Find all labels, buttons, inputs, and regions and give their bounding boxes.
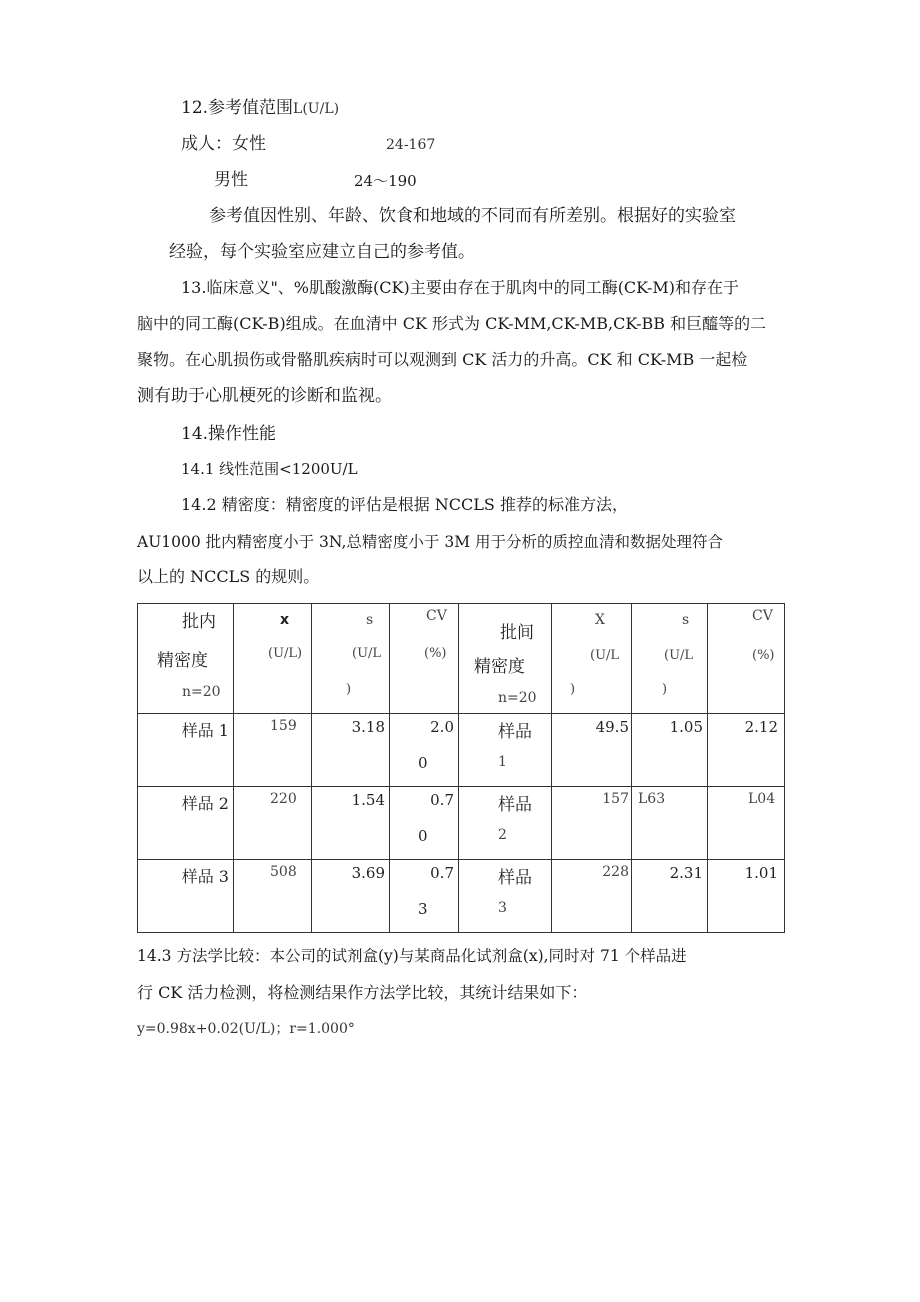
x-between-value: 157 [602, 791, 629, 807]
header-s-between [632, 604, 708, 714]
reference-note-line-1: 参考值因性别、年龄、饮食和地域的不同而有所差别。根据好的实验室 [209, 206, 736, 226]
between-run-label: 批间 [500, 623, 534, 643]
section-14-2-line-3: 以上的 NCCLS 的规则。 [137, 567, 320, 586]
table-row [138, 714, 785, 787]
cv-within-unit: (%) [424, 646, 447, 661]
section-13-line-2: 脑中的同工酶(CK-B)组成。在血清中 CK 形式为 CK-MM,CK-MB,CK-BB 和巨醯等的二 [137, 314, 767, 333]
header-cv-within [390, 604, 459, 714]
x-within-value: 220 [270, 791, 297, 807]
precision-table [137, 603, 785, 933]
header-within-run [138, 604, 234, 714]
header-s-within [312, 604, 390, 714]
s-between-value: L63 [638, 791, 666, 807]
regression-equation: y=0.98x+0.02(U/L)；r=1.000° [137, 1021, 355, 1037]
within-precision-label: 精密度 [157, 651, 208, 671]
cv-between-value: 2.12 [744, 718, 778, 736]
section-14-1-linearity: 14.1 线性范围<1200U/L [181, 460, 358, 478]
cv-between-symbol: CV [752, 608, 773, 624]
s-between-value: 2.31 [669, 864, 703, 882]
adult-female-label: 成人：女性 [181, 134, 266, 154]
section-14-3-line-1: 14.3 方法学比较：本公司的试剂盒(y)与某商品化试剂盒(x),同时对 71 个样品进 [137, 947, 687, 965]
table-row [138, 860, 785, 933]
s-between-unit-b: ) [662, 682, 668, 697]
cv-between-value: L04 [748, 791, 776, 807]
x-within-unit: (U/L) [268, 646, 303, 661]
reference-note-line-2: 经验，每个实验室应建立自己的参考值。 [169, 242, 475, 262]
cv-within-value: 0.7 [430, 791, 454, 809]
section-12-heading [181, 98, 339, 119]
table-row [138, 787, 785, 860]
female-range: 24-167 [386, 137, 436, 153]
s-within-value: 3.18 [351, 718, 385, 736]
x-within-symbol: x [280, 612, 290, 628]
section-13-line-3: 聚物。在心肌损伤或骨骼肌疾病时可以观测到 CK 活力的升高。CK 和 CK-MB 一起检 [137, 350, 748, 369]
header-between-run [459, 604, 552, 714]
sample-label-between: 样品 [498, 868, 532, 888]
x-within-value: 159 [270, 718, 297, 734]
between-n-label: n=20 [498, 690, 537, 706]
s-within-symbol: s [366, 612, 374, 628]
section-12-title: 12.参考值范围 [181, 98, 294, 118]
s-within-value: 3.69 [351, 864, 385, 882]
cv-within-symbol: CV [426, 608, 447, 624]
cv-within-value-wrap: 3 [418, 900, 428, 918]
s-within-value: 1.54 [351, 791, 385, 809]
section-13-line-4: 测有助于心肌梗死的诊断和监视。 [137, 386, 392, 406]
s-between-symbol: s [682, 612, 690, 628]
sample-label: 样品 1 [181, 721, 229, 740]
s-between-unit-a: (U/L [664, 648, 694, 663]
between-precision-label: 精密度 [474, 657, 525, 677]
sample-label-between: 样品 [498, 795, 532, 815]
cv-within-value: 0.7 [430, 864, 454, 882]
table-header-row [138, 604, 785, 714]
x-within-value: 508 [270, 864, 297, 880]
s-within-unit-b: ) [346, 682, 352, 697]
s-between-value: 1.05 [669, 718, 703, 736]
cv-between-unit: (%) [752, 648, 775, 663]
cv-within-value-wrap: 0 [418, 827, 428, 845]
section-14-2-line-2: AU1000 批内精密度小于 3N,总精密度小于 3M 用于分析的质控血清和数据处理符合 [137, 533, 724, 551]
s-within-unit-a: (U/L [352, 646, 382, 661]
header-cv-between [708, 604, 785, 714]
cv-between-value: 1.01 [744, 864, 778, 882]
male-label: 男性 [214, 170, 248, 190]
sample-label: 样品 3 [181, 867, 229, 886]
cv-within-value: 2.0 [430, 718, 454, 736]
male-range: 24～190 [354, 172, 417, 190]
x-between-unit-b: ) [570, 682, 576, 697]
sample-label: 样品 2 [181, 794, 229, 813]
header-x-within [234, 604, 312, 714]
section-14-3-line-2: 行 CK 活力检测，将检测结果作方法学比较，其统计结果如下： [137, 983, 588, 1002]
x-between-unit-a: (U/L [590, 648, 620, 663]
x-between-value: 49.5 [595, 718, 629, 736]
within-n-label: n=20 [182, 684, 221, 700]
sample-number-between: 3 [498, 900, 507, 916]
within-run-label: 批内 [182, 612, 216, 632]
x-between-symbol: X [595, 612, 605, 628]
section-13-line-1: 13.临床意义"、%肌酸激酶(CK)主要由存在于肌肉中的同工酶(CK-M)和存在于 [181, 278, 739, 297]
cv-within-value-wrap: 0 [418, 754, 428, 772]
sample-label-between: 样品 [498, 722, 532, 742]
section-14-2-line-1: 14.2 精密度：精密度的评估是根据 NCCLS 推荐的标准方法， [181, 495, 628, 514]
sample-number-between: 2 [498, 827, 507, 843]
section-14-heading: 14.操作性能 [181, 424, 277, 444]
x-between-value: 228 [602, 864, 629, 880]
sample-number-between: 1 [498, 754, 507, 770]
section-12-unit: L(U/L) [293, 101, 340, 117]
header-x-between [552, 604, 632, 714]
